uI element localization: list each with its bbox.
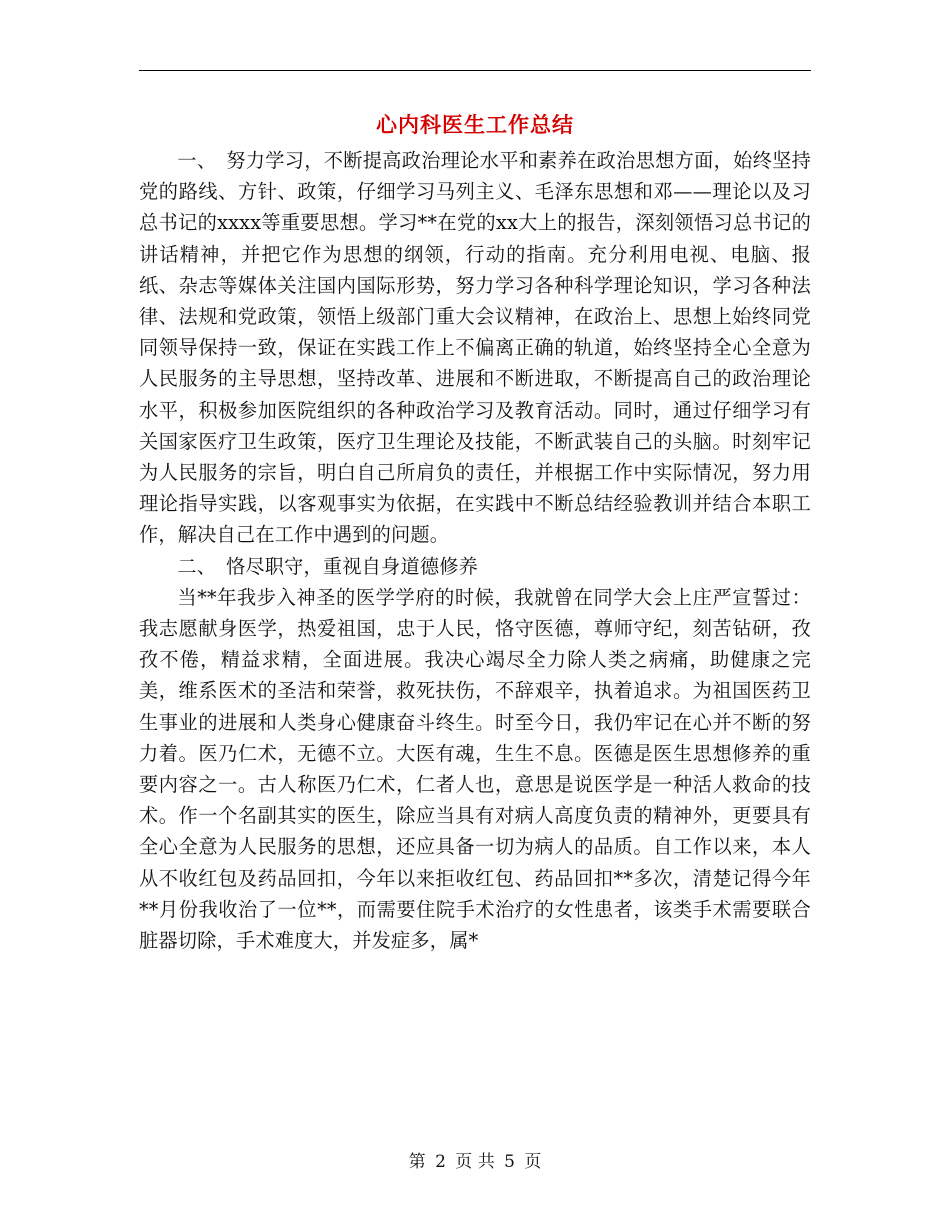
document-title: 心内科医生工作总结 <box>376 112 574 137</box>
paragraph-1: 一、 努力学习，不断提高政治理论水平和素养在政治思想方面，始终坚持党的路线、方针、政策，仔细学习马列主义、毛泽东思想和邓——理论以及习总书记的xxxx等重要思想。学习**在党的xx大上的报告，深刻领悟习总书记的讲话精神，并把它作为思想的纲领，行动的指南。充分利用电视、电脑、报纸、杂志等媒体关注国内国际形势，努力学习各种科学理论知识，学习各种法律、法规和党政策，领悟上级部门重大会议精神，在政治上、思想上始终同党同领导保持一致，保证在实践工作上不偏离正确的轨道，始终坚持全心全意为人民服务的主导思想，坚持改革、进展和不断进取，不断提高自己的政治理论水平，积极参加医院组织的各种政治学习及教育活动。同时，通过仔细学习有关国家医疗卫生政策，医疗卫生理论及技能，不断武装自己的头脑。时刻牢记为人民服务的宗旨，明白自己所肩负的责任，并根据工作中实际情况，努力用理论指导实践，以客观事实为依据，在实践中不断总结经验教训并结合本职工作，解决自己在工作中遇到的问题。 <box>139 149 811 547</box>
footer-current-page: 2 <box>435 1152 446 1172</box>
footer-middle: 页 共 <box>455 1152 495 1172</box>
footer-suffix: 页 <box>524 1152 542 1172</box>
header-rule <box>139 70 811 71</box>
page-footer <box>0 1150 950 1174</box>
footer-prefix: 第 <box>408 1152 426 1172</box>
paragraph-2-heading: 二、 恪尽职守，重视自身道德修养 <box>177 554 478 578</box>
footer-total-pages: 5 <box>504 1152 515 1172</box>
document-body <box>139 145 811 956</box>
paragraph-3: 当**年我步入神圣的医学学府的时候，我就曾在同学大会上庄严宣誓过：我志愿献身医学，热爱祖国，忠于人民，恪守医德，尊师守纪，刻苦钻研，孜孜不倦，精益求精，全面进展。我决心竭尽全力除人类之病痛，助健康之完美，维系医术的圣洁和荣誉，救死扶伤，不辞艰辛，执着追求。为祖国医药卫生事业的进展和人类身心健康奋斗终生。时至今日，我仍牢记在心并不断的努力着。医乃仁术，无德不立。大医有魂，生生不息。医德是医生思想修养的重要内容之一。古人称医乃仁术，仁者人也，意思是说医学是一种活人救命的技术。作一个名副其实的医生，除应当具有对病人高度负责的精神外，更要具有全心全意为人民服务的思想，还应具备一切为病人的品质。自工作以来，本人从不收红包及药品回扣，今年以来拒收红包、药品回扣**多次，清楚记得今年**月份我收治了一位**，而需要住院手术治疗的女性患者，该类手术需要联合脏器切除，手术难度大，并发症多，属* <box>139 585 811 953</box>
